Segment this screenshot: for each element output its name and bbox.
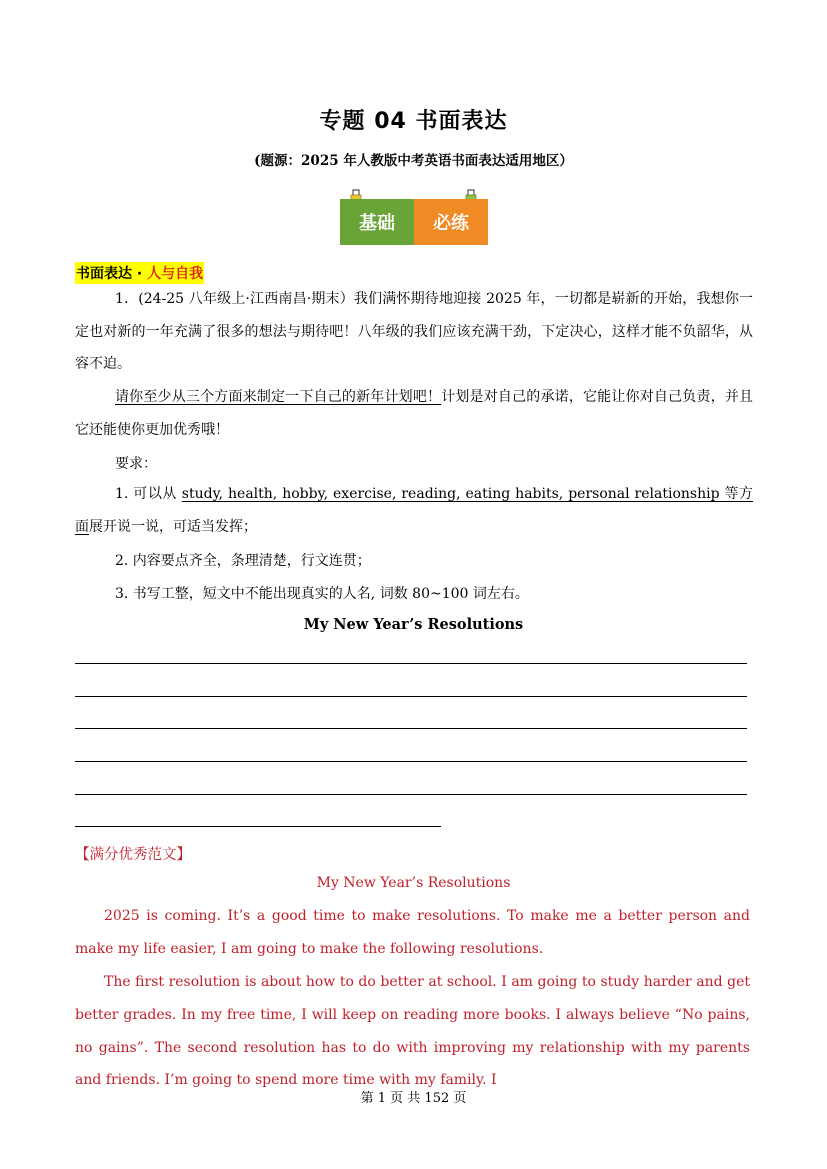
answer-line	[75, 663, 747, 664]
question-intro	[75, 283, 753, 381]
requirement-3: 3. 书写工整，短文中不能出现真实的人名, 词数 80~100 词左右。	[115, 586, 529, 602]
section-tag-prefix: 书面表达 ·	[76, 266, 148, 282]
page-subtitle: (题源：2025 年人教版中考英语书面表达适用地区）	[254, 153, 573, 169]
page-footer: 第 1 页 共 152 页	[360, 1091, 467, 1106]
essay-title: My New Year’s Resolutions	[303, 616, 524, 633]
req1-underlined: study, health, hobby, exercise, reading, eating habits, personal relationship 等方面	[75, 486, 753, 535]
requirements-label: 要求：	[115, 456, 157, 472]
sample-title: My New Year’s Resolutions	[316, 875, 511, 891]
section-badge	[340, 189, 489, 247]
page-title: 专题 04 书面表达	[319, 109, 508, 134]
section-tag-topic: 人与自我	[147, 266, 204, 282]
sample-paragraph-1: 2025 is coming. It’s a good time to make resolutions. To make me a better person and make my life easier, I am going to make the following resolutions.	[75, 908, 750, 957]
badge-practice: 必练	[414, 199, 488, 245]
badge-basic: 基础	[340, 199, 414, 245]
task-rest: 计划是对自己的承诺，它能让你对自己负责，并且它还能使你更加优秀哦！	[75, 389, 754, 438]
requirement-2: 2. 内容要点齐全，条理清楚，行文连贯；	[115, 553, 371, 569]
req1-prefix: 1. 可以从	[115, 486, 182, 502]
answer-line	[75, 761, 747, 762]
answer-line	[75, 728, 747, 729]
question-intro-text: 我们满怀期待地迎接 2025 年，一切都是崭新的开始，我想你一定也对新的一年充满了很多的想法与期待吧！八年级的我们应该充满干劲，下定决心，这样才能不负韶华，从容不迫。	[75, 291, 753, 372]
question-source: (24-25 八年级上·江西南昌·期末）	[138, 291, 354, 307]
task-underlined: 请你至少从三个方面来制定一下自己的新年计划吧！	[115, 389, 442, 405]
question-number: 1．	[115, 291, 139, 307]
answer-line	[75, 826, 441, 827]
sample-paragraph-2: The first resolution is about how to do better at school. I am going to study harder and get better grades. In my free time, I will keep on reading more books. I always believe “No pains, no gains”. The second resolution has to do with improving my relationship with my parents and friends. I’m going to spend more time with my family. I	[75, 974, 750, 1089]
answer-line	[75, 696, 747, 697]
sample-heading: 【满分优秀范文】	[75, 847, 191, 863]
question-task	[75, 381, 753, 446]
answer-line	[75, 794, 747, 795]
req1-suffix: 展开说一说，可适当发挥；	[89, 518, 257, 535]
requirement-1	[75, 478, 753, 543]
section-tag	[75, 262, 204, 284]
